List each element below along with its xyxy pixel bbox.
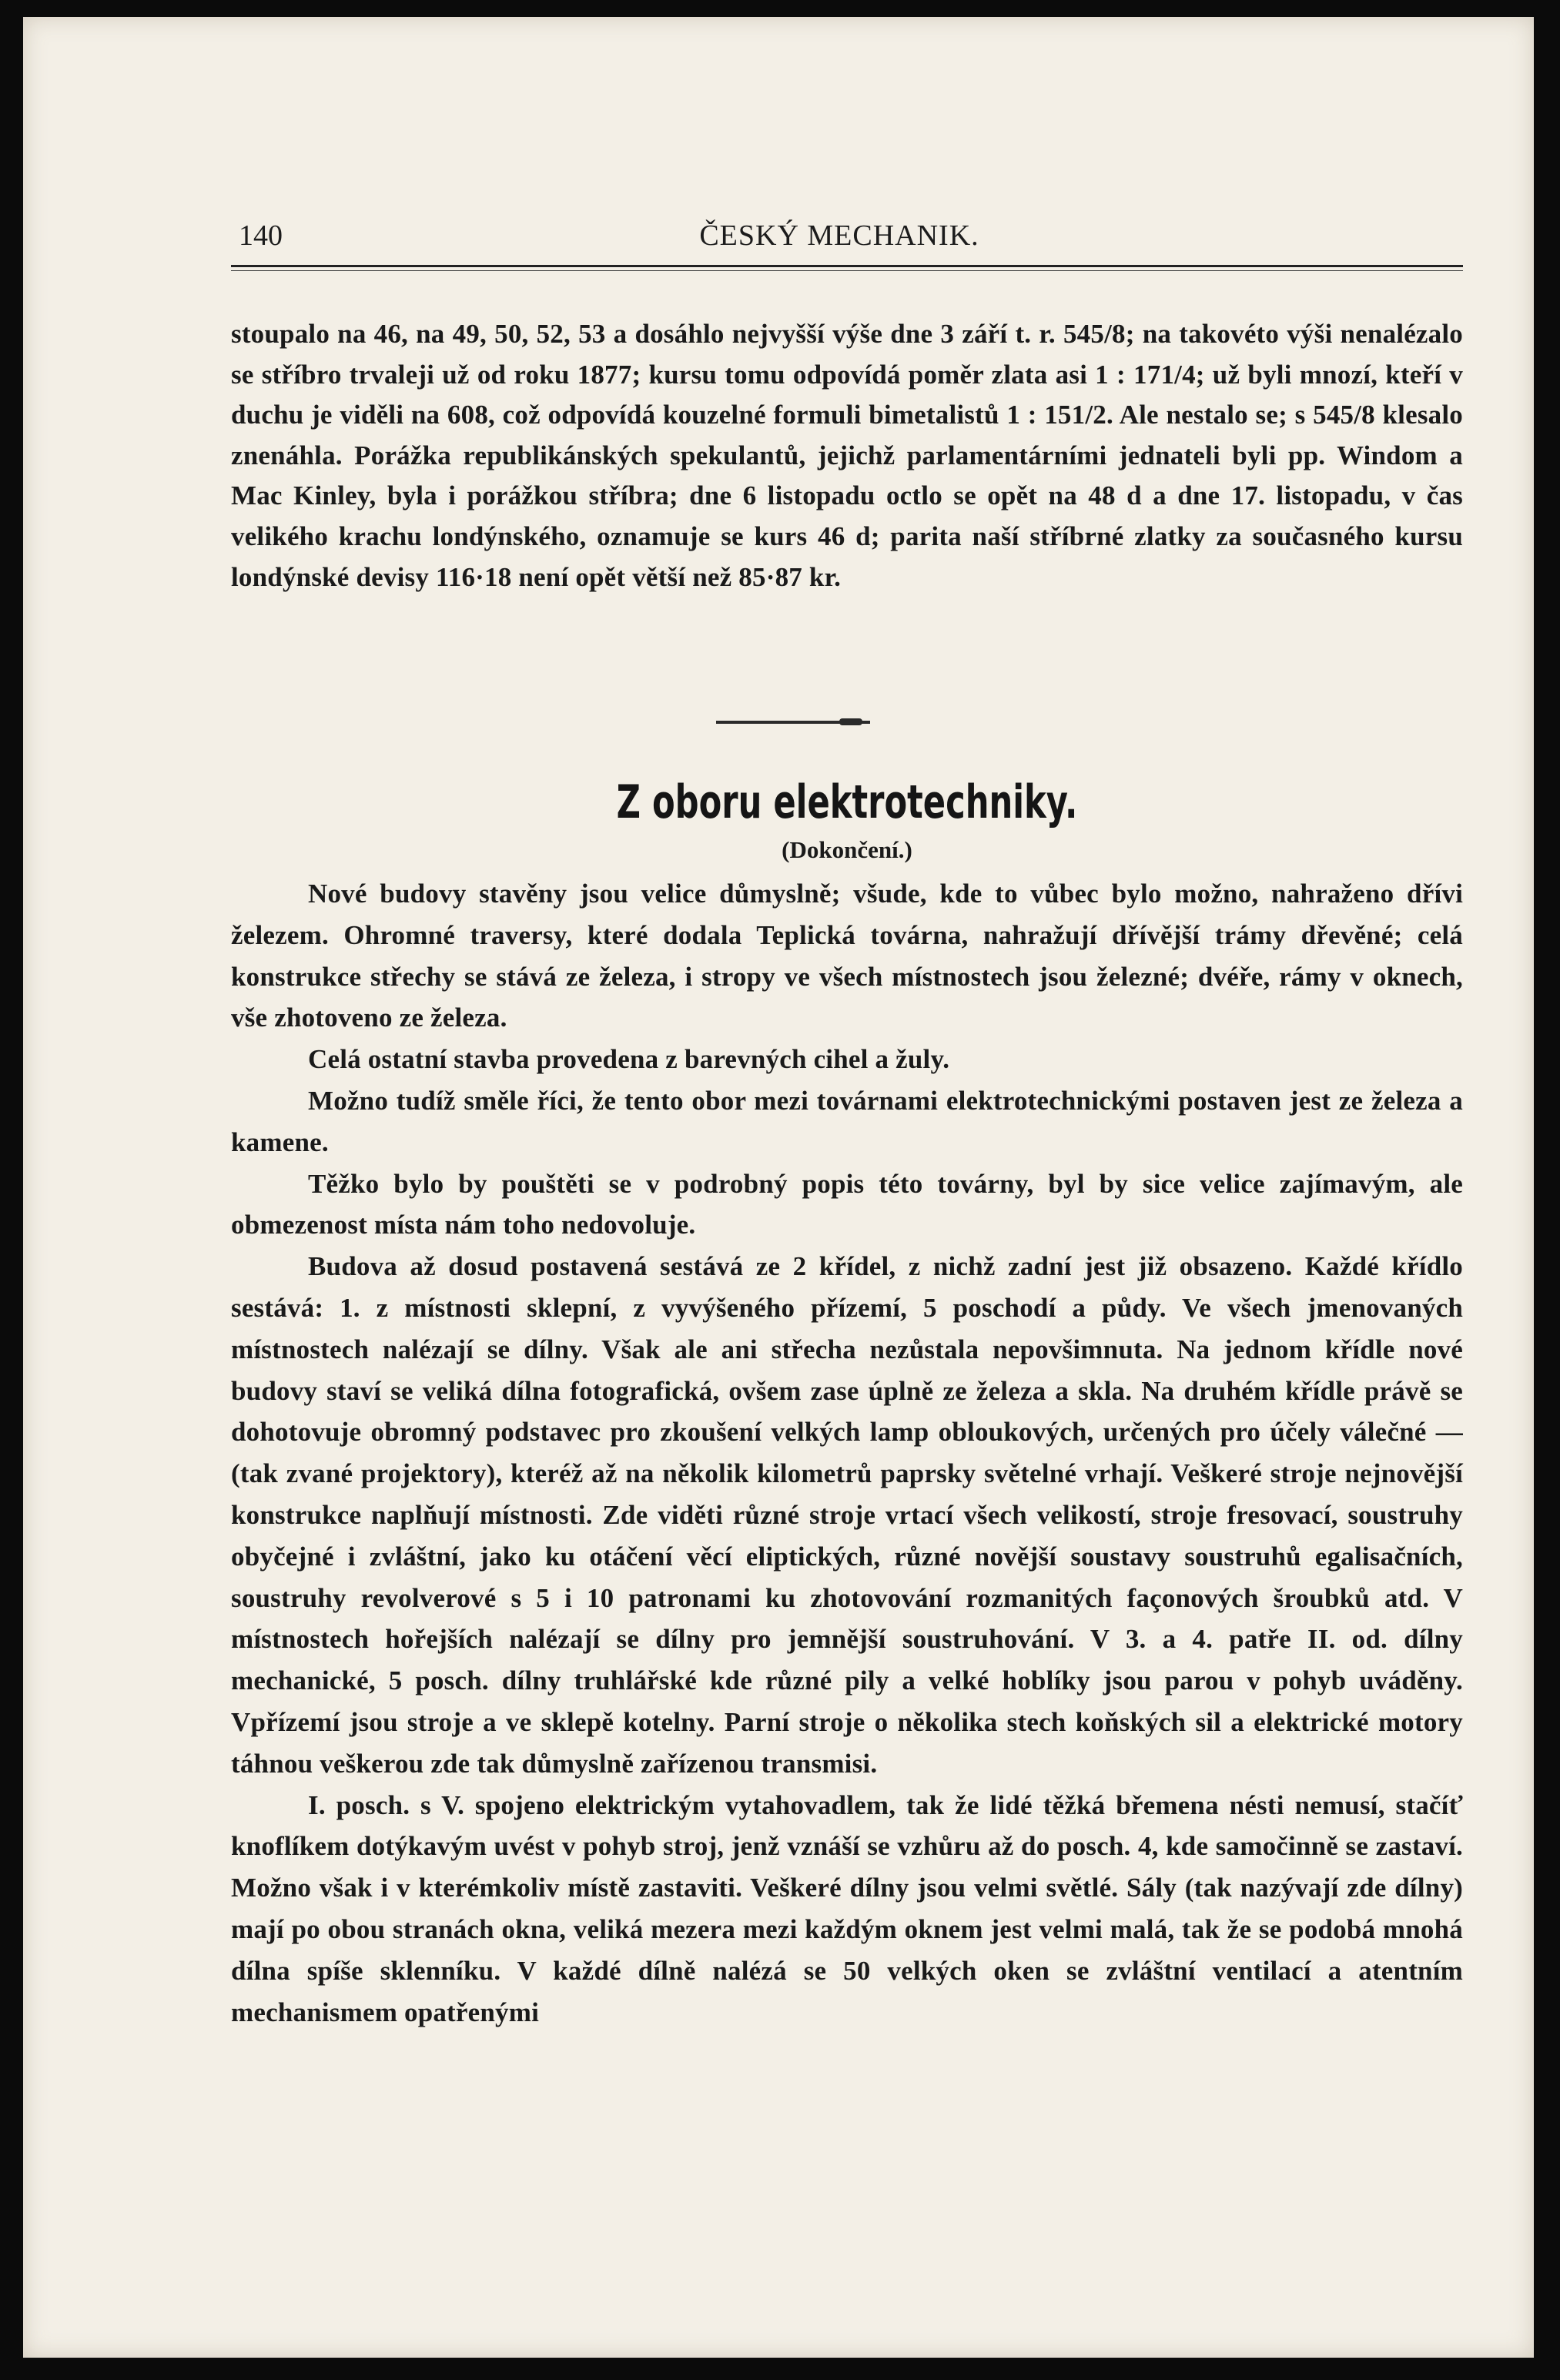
running-title: ČESKÝ MECHANIK. bbox=[699, 219, 979, 252]
paragraph: Budova až dosud postavená sestává ze 2 křídel, z nichž zadní jest již obsazeno. Každé křídlo sestává: 1. z místnosti sklepní, z vyvýšeného přízemí, 5 poschodí a půdy. Ve všech jmenovaných místnostech nalézají se dílny. Však ale ani střecha nezůstala nepovšimnuta. Na jednom křídle nové budovy staví se veliká dílna fotografická, ovšem zase úplně ze železa a skla. Na druhém křídle právě se dohotovuje obromný podstavec pro zkoušení velkých lamp obloukových, určených pro účely válečné — (tak zvané projektory), kteréž až na několik kilometrů paprsky světelné vrhají. Veškeré stroje nejnovější konstrukce naplňují místnosti. Zde viděti různé stroje vrtací všech velikostí, stroje fresovací, soustruhy obyčejné i zvláštní, jako ku otáčení věcí eliptických, různé novější soustavy soustruhů egalisačních, soustruhy revolverové s 5 i 10 patronami ku zhotovování rozmanitých façonových šroubků atd. V místnostech hořejších nalézají se dílny pro jemnější soustruhování. V 3. a 4. patře II. od. dílny mechanické, 5 posch. dílny truhlářské kde různé pily a velké hoblíky jsou parou v pohyb uváděny. Vpřízemí jsou stroje a ve sklepě kotelny. Parní stroje o několika stech koňských sil a elektrické motory táhnou veškerou zde tak důmyslně zařízenou transmisi. bbox=[231, 1251, 1463, 1779]
article-title: Z oboru elektrotechniky. bbox=[616, 775, 1078, 829]
article-body bbox=[231, 873, 1463, 2033]
paragraph: Nové budovy stavěny jsou velice důmyslně; všude, kde to vůbec bylo možno, nahraženo dřívi železem. Ohromné traversy, které dodala Teplická továrna, nahražují dřívější trámy dřevěné; celá konstrukce střechy se stává ze železa, i stropy ve všech místnostech jsou železné; dvéře, rámy v oknech, vše zhotoveno ze železa. bbox=[231, 879, 1463, 1033]
section-divider bbox=[716, 721, 870, 724]
article-subtitle: (Dokončení.) bbox=[782, 836, 912, 863]
page-header bbox=[216, 219, 1463, 265]
paragraph: Celá ostatní stavba provedena z barevných cihel a žuly. bbox=[308, 1044, 950, 1075]
top-paragraph bbox=[231, 314, 1463, 598]
paragraph: stoupalo na 46, na 49, 50, 52, 53 a dosáhlo nejvyšší výše dne 3 září t. r. 545/8; na takovéto výši nenalézalo se stříbro trvaleji už od roku 1877; kursu tomu odpovídá poměr zlata asi 1 : 171/4; už byli mnozí, kteří v duchu je viděli na 608, což odpovídá kouzelné formuli bimetalistů 1 : 151/2. Ale nestalo se; s 545/8 klesalo znenáhla. Porážka republikánských spekulantů, jejichž parlamentárními jednateli byli pp. Windom a Mac Kinley, byla i porážkou stříbra; dne 6 listopadu octlo se opět na 48 d a dne 17. listopadu, v čas velikého krachu londýnského, oznamuje se kurs 46 d; parita naší stříbrné zlatky za současného kursu londýnské devisy 116·18 není opět větší než 85·87 kr. bbox=[231, 319, 1463, 592]
paragraph: Možno tudíž směle říci, že tento obor mezi továrnami elektrotechnickými postaven jest ze železa a kamene. bbox=[231, 1085, 1463, 1157]
paragraph: I. posch. s V. spojeno elektrickým vytahovadlem, tak že lidé těžká břemena nésti nemusí, stačíť knoflíkem dotýkavým uvést v pohyb stroj, jenž vznáší se vzhůru až do posch. 4, kde samočinně se zastaví. Možno však i v kterémkoliv místě zastaviti. Veškeré dílny jsou velmi světlé. Sály (tak nazývají zde dílny) mají po obou stranách okna, veliká mezera mezi každým oknem jest velmi malá, tak že se podobá mnohá dílna spíše sklenníku. V každé dílně nalézá se 50 velkých oken se zvláštní ventilací a atentním mechanismem opatřenými bbox=[231, 1789, 1463, 2027]
paragraph: Těžko bylo by pouštěti se v podrobný popis této továrny, byl by sice velice zajímavým, ale obmezenost místa nám toho nedovoluje. bbox=[231, 1168, 1463, 1240]
page-number: 140 bbox=[239, 219, 283, 252]
book-page bbox=[23, 17, 1534, 2358]
header-rule bbox=[231, 265, 1463, 271]
